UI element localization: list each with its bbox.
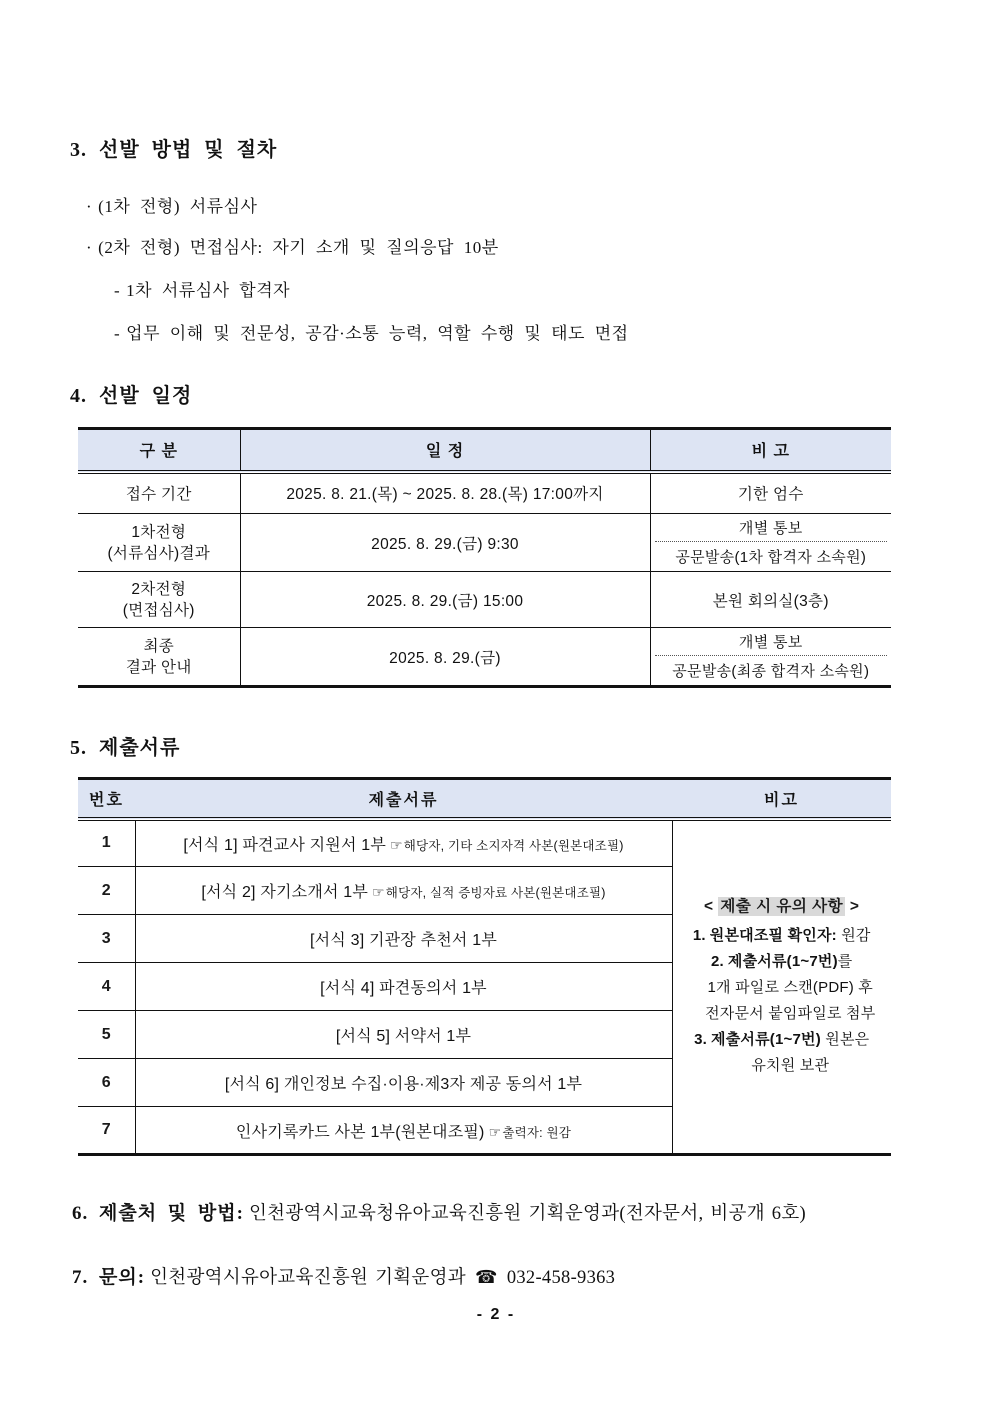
table-header-row — [78, 429, 891, 472]
document-title: [서식 5] 서약서 1부 — [335, 1028, 472, 1045]
phone-number: 032-458-9363 — [506, 1268, 616, 1288]
category-line1: 2차전형 — [131, 580, 187, 598]
category-line1: 1차전형 — [131, 523, 187, 541]
column-header-schedule: 일 정 — [240, 429, 650, 472]
category-line2: (면접심사) — [122, 601, 195, 619]
document-title: [서식 3] 기관장 추천서 1부 — [310, 932, 497, 949]
page-number: - 2 - — [476, 1306, 516, 1323]
document-note: 출력자: 원감 — [502, 1125, 572, 1140]
remark-bottom: 공문발송(1차 합격자 소속원) — [675, 549, 867, 566]
dash-icon: - — [114, 324, 121, 343]
note-line: 전자문서 붙임파일로 첨부 — [705, 1005, 876, 1023]
list-item — [114, 278, 912, 304]
column-header-remark: 비고 — [672, 779, 891, 819]
note-line: 3. 제출서류(1~7번) 원본은 — [694, 1031, 870, 1049]
remark-cell — [650, 514, 891, 572]
column-header-category: 구 분 — [78, 429, 240, 472]
category-cell — [78, 572, 240, 628]
list-item-text: 업무 이해 및 전문성, 공감·소통 능력, 역할 수행 및 태도 면접 — [126, 324, 629, 343]
document-title: [서식 4] 파견동의서 1부 — [320, 980, 487, 997]
list-item-text: (2차 전형) 면접심사: 자기 소개 및 질의응답 10분 — [98, 238, 499, 257]
angle-close: > — [849, 898, 860, 916]
document-cell — [135, 915, 672, 963]
category-line2: 결과 안내 — [125, 658, 192, 676]
row-number: 2 — [78, 867, 135, 915]
schedule-cell: 2025. 8. 21.(목) ~ 2025. 8. 28.(목) 17:00까지 — [240, 472, 650, 514]
category-line1: 최종 — [143, 637, 175, 655]
category-cell — [78, 514, 240, 572]
remark-bottom: 공문발송(최종 합격자 소속원) — [672, 663, 870, 680]
section7-line — [72, 1263, 912, 1292]
list-item — [114, 321, 912, 347]
document-cell — [135, 867, 672, 915]
remark-top: 개별 통보 — [655, 514, 888, 542]
document-title: 인사기록카드 사본 1부(원본대조필) — [235, 1123, 485, 1141]
section7-text: 인천광역시유아교육진흥원 기획운영과 — [150, 1268, 466, 1288]
row-number: 7 — [78, 1107, 135, 1155]
section5-title: 5. 제출서류 — [70, 737, 181, 759]
list-item-text: 1차 서류심사 합격자 — [126, 281, 291, 300]
remark-note-cell — [672, 819, 891, 1155]
documents-table — [78, 777, 891, 1156]
schedule-cell: 2025. 8. 29.(금) — [240, 628, 650, 687]
list-item — [86, 194, 912, 220]
note-line: 1. 원본대조필 확인자: 원감 — [692, 927, 871, 945]
row-number: 3 — [78, 915, 135, 963]
schedule-table — [78, 427, 891, 688]
row-number: 5 — [78, 1011, 135, 1059]
section6-label: 6. 제출처 및 방법: — [72, 1203, 244, 1224]
document-cell — [135, 819, 672, 867]
category-line2: (서류심사)결과 — [107, 544, 211, 562]
pointer-hand-icon: ☞ — [390, 836, 403, 853]
remark-cell: 기한 엄수 — [650, 472, 891, 514]
document-title: [서식 6] 개인정보 수집·이용·제3자 제공 동의서 1부 — [224, 1076, 583, 1093]
document-note: 해당자, 실적 증빙자료 사본(원본대조필) — [385, 886, 606, 900]
pointer-hand-icon: ☞ — [488, 1123, 502, 1140]
table-row — [78, 628, 891, 687]
schedule-cell: 2025. 8. 29.(금) 9:30 — [240, 514, 650, 572]
note-line: 1개 파일로 스캔(PDF) 후 — [707, 979, 873, 997]
document-cell — [135, 963, 672, 1011]
phone-icon: ☎ — [475, 1267, 498, 1287]
remark-cell — [650, 628, 891, 687]
document-title: [서식 1] 파견교사 지원서 1부 — [183, 836, 387, 854]
table-row — [78, 819, 891, 867]
remark-note-title-text: 제출 시 유의 사항 — [720, 898, 844, 916]
bullet-dot-icon: · — [86, 238, 93, 257]
column-header-num: 번호 — [78, 779, 135, 819]
section3-title: 3. 선발 방법 및 절차 — [70, 139, 278, 161]
remark-note-title — [677, 894, 888, 916]
document-title: [서식 2] 자기소개서 1부 — [201, 884, 369, 901]
note-line: 2. 제출서류(1~7번)를 — [710, 953, 853, 971]
document-note: 해당자, 기타 소지자격 사본(원본대조필) — [403, 838, 624, 853]
row-number: 1 — [78, 819, 135, 867]
column-header-remark: 비 고 — [650, 429, 891, 472]
section6-text: 인천광역시교육청유아교육진흥원 기획운영과(전자문서, 비공개 6호) — [249, 1204, 806, 1224]
angle-open: < — [704, 898, 714, 916]
bullet-dot-icon: · — [86, 197, 93, 216]
document-cell — [135, 1107, 672, 1155]
table-row — [78, 472, 891, 514]
list-item-text: (1차 전형) 서류심사 — [98, 197, 258, 216]
column-header-doc: 제출서류 — [135, 779, 672, 819]
remark-cell: 본원 회의실(3층) — [650, 572, 891, 628]
list-item — [86, 235, 912, 261]
row-number: 4 — [78, 963, 135, 1011]
category-cell — [78, 628, 240, 687]
note-line: 유치원 보관 — [751, 1057, 830, 1075]
document-cell — [135, 1059, 672, 1107]
section4-title: 4. 선발 일정 — [70, 385, 193, 407]
remark-top: 개별 통보 — [655, 628, 888, 656]
section6-line — [72, 1200, 912, 1228]
pointer-hand-icon: ☞ — [372, 884, 385, 900]
table-row — [78, 572, 891, 628]
row-number: 6 — [78, 1059, 135, 1107]
category-cell: 접수 기간 — [125, 486, 192, 504]
section7-label: 7. 문의: — [72, 1267, 146, 1288]
document-cell — [135, 1011, 672, 1059]
schedule-cell: 2025. 8. 29.(금) 15:00 — [240, 572, 650, 628]
table-row — [78, 514, 891, 572]
table-header-row — [78, 779, 891, 819]
dash-icon: - — [114, 281, 121, 300]
